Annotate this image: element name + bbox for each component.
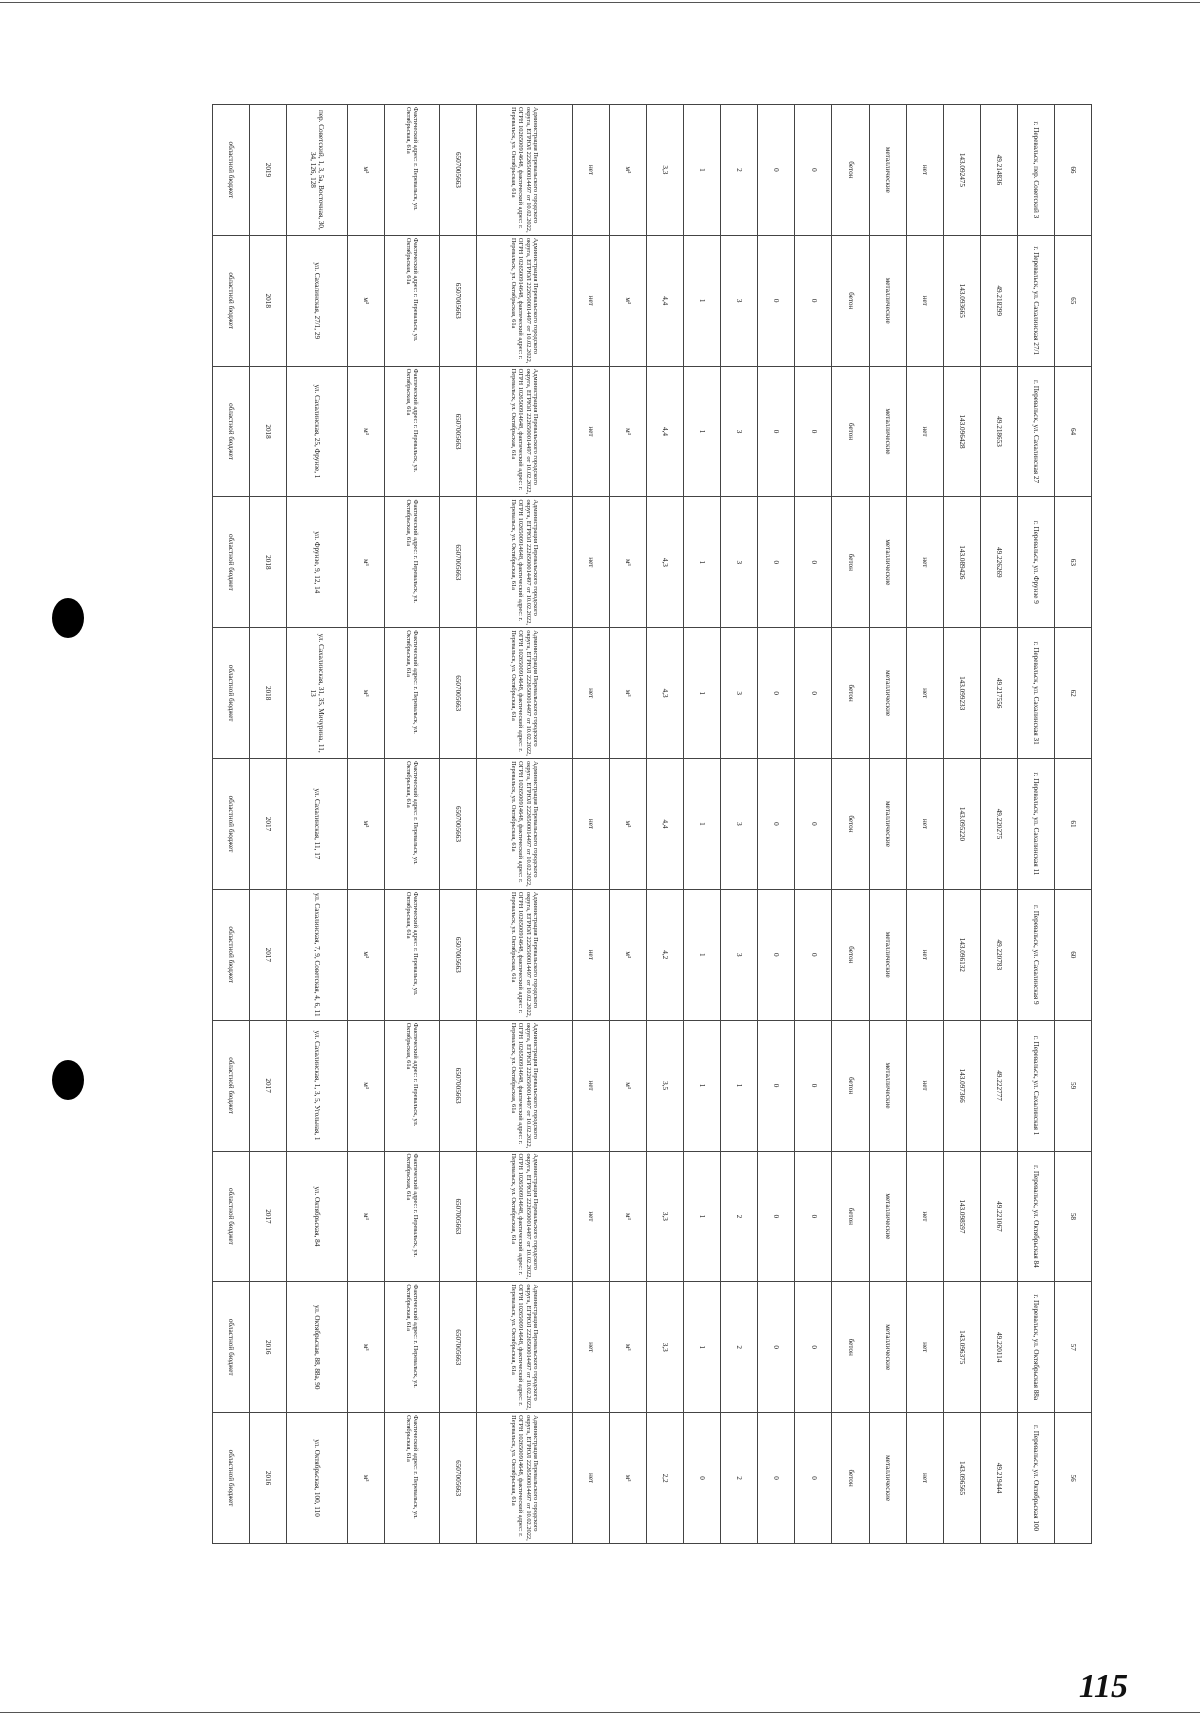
cell-base-material: бетон [832, 1151, 869, 1282]
cell-address-text: Фактический адрес: г. Перевальск, ул. Октябрьская, 61а [384, 1020, 439, 1151]
cell-address: г. Перевальск, ул. Сахалинская 31 [1017, 628, 1054, 759]
cell-area-a: 0 [795, 1020, 832, 1151]
cell-lon: 143.093665 [943, 235, 980, 366]
cell-containers-b: 1 [684, 628, 721, 759]
field-row-address [1017, 105, 1054, 1544]
cell-status: нет [572, 105, 609, 236]
cell-owner: Администрация Перевальского городского округа, ЕГРЮЛ 2226500014497 от 10.02.2022, ОГРН 1026500914648, фактический адрес: г. Перевальск, ул. Октябрьская, 61а [476, 235, 572, 366]
cell-containers-a: 3 [721, 628, 758, 759]
field-row-covered [906, 105, 943, 1544]
cell-containers-b: 1 [684, 497, 721, 628]
cell-m3-count: м³ [609, 235, 646, 366]
cell-fence-material: металлические [869, 235, 906, 366]
cell-m3-count: м³ [609, 1413, 646, 1544]
field-row-status [572, 105, 609, 1544]
cell-lat: 49.218299 [980, 235, 1017, 366]
cell-ogrn: 6507005663 [439, 1282, 476, 1413]
cell-address-text: Фактический адрес: г. Перевальск, ул. Октябрьская, 61а [384, 1282, 439, 1413]
cell-x-count: м³ [347, 1282, 384, 1413]
scan-edge-bottom [0, 1712, 1200, 1713]
cell-area-a: 0 [795, 105, 832, 236]
cell-no: 65 [1054, 235, 1091, 366]
cell-address: г. Перевальск, ул. Фрунзе 9 [1017, 497, 1054, 628]
cell-address: г. Перевальск, ул. Сахалинская 11 [1017, 759, 1054, 890]
cell-lon: 143.095220 [943, 759, 980, 890]
cell-containers-a: 2 [721, 1282, 758, 1413]
cell-area-b: 0 [758, 1413, 795, 1544]
cell-address-text: Фактический адрес: г. Перевальск, ул. Октябрьская, 61а [384, 235, 439, 366]
cell-x-count: м³ [347, 889, 384, 1020]
cell-m3-count: м³ [609, 1151, 646, 1282]
field-row-funding [213, 105, 250, 1544]
cell-volume: 3,3 [647, 1151, 684, 1282]
cell-ogrn: 6507005663 [439, 1151, 476, 1282]
cell-containers-b: 1 [684, 366, 721, 497]
cell-base-material: бетон [832, 105, 869, 236]
field-row-ogrn [439, 105, 476, 1544]
cell-year: 2017 [250, 759, 287, 890]
cell-funding: областной бюджет [213, 497, 250, 628]
cell-containers-a: 2 [721, 105, 758, 236]
cell-address: г. Перевальск, ул. Октябрьская 84 [1017, 1151, 1054, 1282]
cell-area-b: 0 [758, 628, 795, 759]
cell-containers-b: 1 [684, 105, 721, 236]
cell-sources: ул. Сахалинская, 11, 17 [287, 759, 347, 890]
cell-funding: областной бюджет [213, 759, 250, 890]
page-number: 115 [1078, 1668, 1128, 1705]
cell-address: г. Перевальск, ул. Сахалинская 1 [1017, 1020, 1054, 1151]
cell-area-b: 0 [758, 235, 795, 366]
cell-covered: нет [906, 628, 943, 759]
cell-lat: 49.217556 [980, 628, 1017, 759]
cell-x-count: м³ [347, 1151, 384, 1282]
cell-owner: Администрация Перевальского городского округа, ЕГРЮЛ 2226500014497 от 10.02.2022, ОГРН 1026500914648, фактический адрес: г. Перевальск, ул. Октябрьская, 61а [476, 759, 572, 890]
cell-ogrn: 6507005663 [439, 105, 476, 236]
cell-covered: нет [906, 497, 943, 628]
cell-base-material: бетон [832, 759, 869, 890]
cell-area-b: 0 [758, 759, 795, 890]
field-row-lat [980, 105, 1017, 1544]
cell-base-material: бетон [832, 889, 869, 1020]
cell-address: г. Перевальск, ул. Сахалинская 9 [1017, 889, 1054, 1020]
field-row-area-b [758, 105, 795, 1544]
cell-containers-b: 1 [684, 759, 721, 890]
cell-funding: областной бюджет [213, 235, 250, 366]
cell-fence-material: металлические [869, 759, 906, 890]
cell-lat: 49.218653 [980, 366, 1017, 497]
cell-ogrn: 6507005663 [439, 1413, 476, 1544]
cell-owner: Администрация Перевальского городского округа, ЕГРЮЛ 2226500014497 от 10.02.2022, ОГРН 1026500914648, фактический адрес: г. Перевальск, ул. Октябрьская, 61а [476, 105, 572, 236]
cell-covered: нет [906, 889, 943, 1020]
table-body [213, 105, 1092, 1544]
cell-x-count: м³ [347, 235, 384, 366]
field-row-no [1054, 105, 1091, 1544]
cell-area-a: 0 [795, 759, 832, 890]
cell-ogrn: 6507005663 [439, 628, 476, 759]
cell-address-text: Фактический адрес: г. Перевальск, ул. Октябрьская, 61а [384, 1413, 439, 1544]
cell-containers-b: 1 [684, 1151, 721, 1282]
cell-address-text: Фактический адрес: г. Перевальск, ул. Октябрьская, 61а [384, 889, 439, 1020]
cell-year: 2016 [250, 1413, 287, 1544]
cell-address: г. Перевальск, ул. Сахалинская 27 [1017, 366, 1054, 497]
cell-volume: 4,3 [647, 497, 684, 628]
cell-address: г. Перевальск, ул. Октябрьская 88а [1017, 1282, 1054, 1413]
cell-sources: ул. Сахалинская, 25, Фрунзе, 1 [287, 366, 347, 497]
cell-sources: ул. Октябрьская, 100, 110 [287, 1413, 347, 1544]
cell-containers-a: 3 [721, 366, 758, 497]
cell-address: г. Перевальск, ул. Октябрьская 100 [1017, 1413, 1054, 1544]
cell-no: 61 [1054, 759, 1091, 890]
scan-edge-top [0, 2, 1200, 3]
cell-address-text: Фактический адрес: г. Перевальск, ул. Октябрьская, 61а [384, 366, 439, 497]
cell-base-material: бетон [832, 1413, 869, 1544]
cell-fence-material: металлические [869, 366, 906, 497]
cell-status: нет [572, 1151, 609, 1282]
cell-volume: 4,2 [647, 889, 684, 1020]
cell-covered: нет [906, 235, 943, 366]
cell-sources: ул. Октябрьская, 84 [287, 1151, 347, 1282]
cell-fence-material: металлические [869, 1282, 906, 1413]
cell-sources: ул. Октябрьская, 88, 88а, 90 [287, 1282, 347, 1413]
cell-containers-b: 1 [684, 1020, 721, 1151]
field-row-sources [287, 105, 347, 1544]
cell-fence-material: металлические [869, 1151, 906, 1282]
cell-owner: Администрация Перевальского городского округа, ЕГРЮЛ 2226500014497 от 10.02.2022, ОГРН 1026500914648, фактический адрес: г. Перевальск, ул. Октябрьская, 61а [476, 628, 572, 759]
cell-funding: областной бюджет [213, 105, 250, 236]
cell-m3-count: м³ [609, 366, 646, 497]
cell-x-count: м³ [347, 759, 384, 890]
cell-area-a: 0 [795, 1282, 832, 1413]
cell-owner: Администрация Перевальского городского округа, ЕГРЮЛ 2226500014497 от 10.02.2022, ОГРН 1026500914648, фактический адрес: г. Перевальск, ул. Октябрьская, 61а [476, 1020, 572, 1151]
cell-address-text: Фактический адрес: г. Перевальск, ул. Октябрьская, 61а [384, 497, 439, 628]
cell-containers-a: 3 [721, 759, 758, 890]
cell-owner: Администрация Перевальского городского округа, ЕГРЮЛ 2226500014497 от 10.02.2022, ОГРН 1026500914648, фактический адрес: г. Перевальск, ул. Октябрьская, 61а [476, 889, 572, 1020]
cell-status: нет [572, 889, 609, 1020]
cell-lon: 143.099233 [943, 628, 980, 759]
cell-address-text: Фактический адрес: г. Перевальск, ул. Октябрьская, 61а [384, 759, 439, 890]
cell-area-a: 0 [795, 235, 832, 366]
cell-fence-material: металлические [869, 628, 906, 759]
cell-lon: 143.097366 [943, 1020, 980, 1151]
cell-no: 63 [1054, 497, 1091, 628]
field-row-base-material [832, 105, 869, 1544]
cell-year: 2018 [250, 628, 287, 759]
cell-containers-b: 1 [684, 889, 721, 1020]
cell-no: 59 [1054, 1020, 1091, 1151]
cell-address: г. Перевальск, пер. Советский 3 [1017, 105, 1054, 236]
cell-status: нет [572, 1282, 609, 1413]
cell-fence-material: металлические [869, 497, 906, 628]
cell-status: нет [572, 1020, 609, 1151]
cell-ogrn: 6507005663 [439, 235, 476, 366]
cell-ogrn: 6507005663 [439, 889, 476, 1020]
cell-lat: 49.221067 [980, 1151, 1017, 1282]
field-row-m3-count [609, 105, 646, 1544]
cell-x-count: м³ [347, 1020, 384, 1151]
cell-area-b: 0 [758, 1282, 795, 1413]
cell-area-b: 0 [758, 366, 795, 497]
cell-m3-count: м³ [609, 889, 646, 1020]
cell-no: 66 [1054, 105, 1091, 236]
field-row-year [250, 105, 287, 1544]
cell-m3-count: м³ [609, 105, 646, 236]
cell-x-count: м³ [347, 105, 384, 236]
cell-x-count: м³ [347, 366, 384, 497]
cell-base-material: бетон [832, 1020, 869, 1151]
cell-containers-a: 3 [721, 889, 758, 1020]
cell-address: г. Перевальск, ул. Сахалинская 27/1 [1017, 235, 1054, 366]
cell-owner: Администрация Перевальского городского округа, ЕГРЮЛ 2226500014497 от 10.02.2022, ОГРН 1026500914648, фактический адрес: г. Перевальск, ул. Октябрьская, 61а [476, 1151, 572, 1282]
cell-x-count: м³ [347, 1413, 384, 1544]
cell-no: 64 [1054, 366, 1091, 497]
cell-year: 2017 [250, 1151, 287, 1282]
cell-funding: областной бюджет [213, 628, 250, 759]
cell-covered: нет [906, 1020, 943, 1151]
cell-year: 2018 [250, 497, 287, 628]
cell-volume: 3,5 [647, 1020, 684, 1151]
cell-area-b: 0 [758, 1151, 795, 1282]
cell-covered: нет [906, 1151, 943, 1282]
cell-containers-b: 1 [684, 235, 721, 366]
cell-area-b: 0 [758, 497, 795, 628]
cell-owner: Администрация Перевальского городского округа, ЕГРЮЛ 2226500014497 от 10.02.2022, ОГРН 1026500914648, фактический адрес: г. Перевальск, ул. Октябрьская, 61а [476, 1413, 572, 1544]
cell-sources: ул. Сахалинская, 31, 35, Мичурина, 11, 13 [287, 628, 347, 759]
cell-status: нет [572, 759, 609, 890]
cell-base-material: бетон [832, 366, 869, 497]
cell-status: нет [572, 628, 609, 759]
cell-containers-a: 2 [721, 1413, 758, 1544]
cell-sources: пер. Советский, 1, 3, 5а, Восточная, 30, 34, 126, 128 [287, 105, 347, 236]
cell-lon: 143.089426 [943, 497, 980, 628]
waste-sites-table [212, 104, 1092, 1544]
cell-volume: 3,3 [647, 105, 684, 236]
cell-area-a: 0 [795, 366, 832, 497]
cell-year: 2019 [250, 105, 287, 236]
cell-funding: областной бюджет [213, 1151, 250, 1282]
cell-owner: Администрация Перевальского городского округа, ЕГРЮЛ 2226500014497 от 10.02.2022, ОГРН 1026500914648, фактический адрес: г. Перевальск, ул. Октябрьская, 61а [476, 497, 572, 628]
cell-ogrn: 6507005663 [439, 497, 476, 628]
cell-fence-material: металлические [869, 1413, 906, 1544]
cell-area-b: 0 [758, 889, 795, 1020]
cell-containers-a: 2 [721, 1151, 758, 1282]
cell-funding: областной бюджет [213, 366, 250, 497]
cell-lon: 143.092475 [943, 105, 980, 236]
cell-fence-material: металлические [869, 1020, 906, 1151]
cell-covered: нет [906, 759, 943, 890]
cell-m3-count: м³ [609, 628, 646, 759]
cell-lon: 143.096428 [943, 366, 980, 497]
field-row-containers-a [721, 105, 758, 1544]
field-row-lon [943, 105, 980, 1544]
field-row-containers-b [684, 105, 721, 1544]
cell-funding: областной бюджет [213, 1020, 250, 1151]
cell-address-text: Фактический адрес: г. Перевальск, ул. Октябрьская, 61а [384, 628, 439, 759]
field-row-owner [476, 105, 572, 1544]
cell-containers-a: 1 [721, 1020, 758, 1151]
cell-base-material: бетон [832, 235, 869, 366]
cell-sources: ул. Сахалинская, 27/1, 29 [287, 235, 347, 366]
cell-no: 58 [1054, 1151, 1091, 1282]
cell-funding: областной бюджет [213, 1282, 250, 1413]
cell-covered: нет [906, 1413, 943, 1544]
cell-sources: ул. Фрунзе, 9, 12, 14 [287, 497, 347, 628]
cell-containers-b: 0 [684, 1413, 721, 1544]
cell-m3-count: м³ [609, 1020, 646, 1151]
cell-sources: ул. Сахалинская, 1, 3, 5, Угольная, 1 [287, 1020, 347, 1151]
cell-area-b: 0 [758, 105, 795, 236]
cell-x-count: м³ [347, 497, 384, 628]
cell-lon: 143.096375 [943, 1282, 980, 1413]
field-row-volume [647, 105, 684, 1544]
cell-status: нет [572, 366, 609, 497]
cell-no: 56 [1054, 1413, 1091, 1544]
cell-lat: 49.220783 [980, 889, 1017, 1020]
cell-base-material: бетон [832, 497, 869, 628]
cell-base-material: бетон [832, 628, 869, 759]
cell-volume: 2,2 [647, 1413, 684, 1544]
cell-no: 60 [1054, 889, 1091, 1020]
cell-containers-a: 3 [721, 497, 758, 628]
cell-ogrn: 6507005663 [439, 366, 476, 497]
field-row-address-text [384, 105, 439, 1544]
cell-year: 2018 [250, 235, 287, 366]
cell-m3-count: м³ [609, 759, 646, 890]
rotated-table-container [212, 104, 1092, 1544]
cell-funding: областной бюджет [213, 1413, 250, 1544]
cell-lat: 49.214836 [980, 105, 1017, 236]
cell-volume: 4,4 [647, 235, 684, 366]
punch-hole-top [52, 598, 84, 638]
cell-m3-count: м³ [609, 1282, 646, 1413]
cell-area-a: 0 [795, 628, 832, 759]
cell-status: нет [572, 497, 609, 628]
cell-area-a: 0 [795, 889, 832, 1020]
cell-lat: 49.220275 [980, 759, 1017, 890]
cell-m3-count: м³ [609, 497, 646, 628]
cell-no: 62 [1054, 628, 1091, 759]
cell-fence-material: металлические [869, 105, 906, 236]
field-row-x-count [347, 105, 384, 1544]
cell-base-material: бетон [832, 1282, 869, 1413]
cell-year: 2017 [250, 889, 287, 1020]
cell-fence-material: металлические [869, 889, 906, 1020]
cell-ogrn: 6507005663 [439, 1020, 476, 1151]
cell-covered: нет [906, 105, 943, 236]
cell-lon: 143.098597 [943, 1151, 980, 1282]
cell-owner: Администрация Перевальского городского округа, ЕГРЮЛ 2226500014497 от 10.02.2022, ОГРН 1026500914648, фактический адрес: г. Перевальск, ул. Октябрьская, 61а [476, 1282, 572, 1413]
cell-area-a: 0 [795, 497, 832, 628]
cell-no: 57 [1054, 1282, 1091, 1413]
cell-containers-b: 1 [684, 1282, 721, 1413]
cell-year: 2018 [250, 366, 287, 497]
cell-volume: 4,4 [647, 759, 684, 890]
cell-sources: ул. Сахалинская, 7, 9, Советская, 4, 6, 11 [287, 889, 347, 1020]
cell-volume: 3,3 [647, 1282, 684, 1413]
cell-lat: 49.226269 [980, 497, 1017, 628]
cell-lat: 49.222777 [980, 1020, 1017, 1151]
cell-lat: 49.219444 [980, 1413, 1017, 1544]
cell-funding: областной бюджет [213, 889, 250, 1020]
cell-containers-a: 3 [721, 235, 758, 366]
cell-volume: 4,4 [647, 366, 684, 497]
cell-area-a: 0 [795, 1413, 832, 1544]
field-row-area-a [795, 105, 832, 1544]
cell-area-b: 0 [758, 1020, 795, 1151]
cell-covered: нет [906, 366, 943, 497]
field-row-fence-material [869, 105, 906, 1544]
cell-address-text: Фактический адрес: г. Перевальск, ул. Октябрьская, 61а [384, 1151, 439, 1282]
punch-hole-bottom [52, 1060, 84, 1100]
cell-covered: нет [906, 1282, 943, 1413]
cell-x-count: м³ [347, 628, 384, 759]
cell-lon: 143.096132 [943, 889, 980, 1020]
cell-owner: Администрация Перевальского городского округа, ЕГРЮЛ 2226500014497 от 10.02.2022, ОГРН 1026500914648, фактический адрес: г. Перевальск, ул. Октябрьская, 61а [476, 366, 572, 497]
cell-year: 2017 [250, 1020, 287, 1151]
cell-status: нет [572, 235, 609, 366]
cell-status: нет [572, 1413, 609, 1544]
cell-lon: 143.096565 [943, 1413, 980, 1544]
cell-ogrn: 6507005663 [439, 759, 476, 890]
cell-volume: 4,3 [647, 628, 684, 759]
cell-year: 2016 [250, 1282, 287, 1413]
cell-address-text: Фактический адрес: г. Перевальск, ул. Октябрьская, 61а [384, 105, 439, 236]
cell-area-a: 0 [795, 1151, 832, 1282]
cell-lat: 49.220114 [980, 1282, 1017, 1413]
